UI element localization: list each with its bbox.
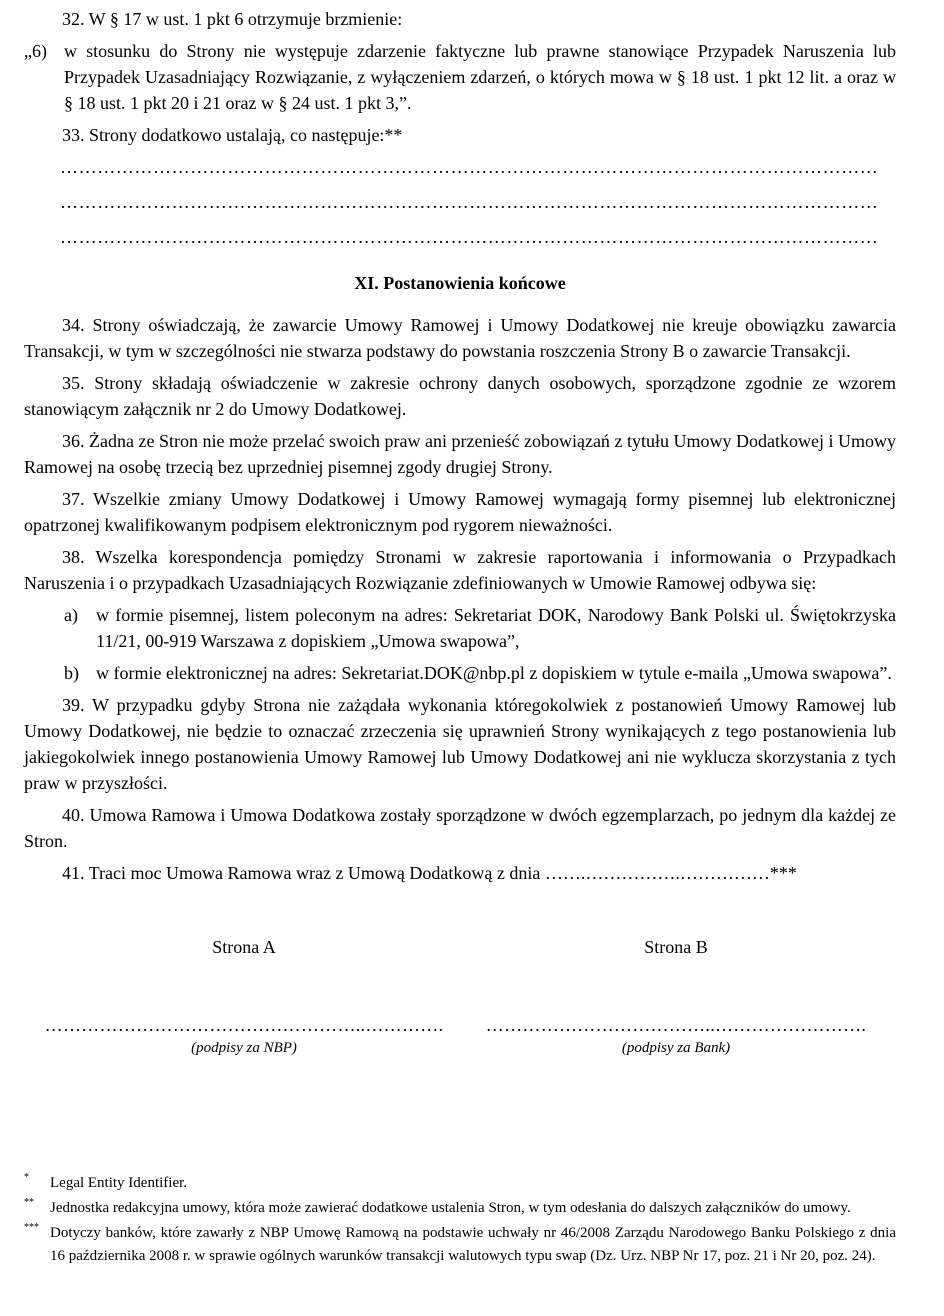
paragraph-37: 37. Wszelkie zmiany Umowy Dodatkowej i Umowy Ramowej wymagają formy pisemnej lub elektronicznej opatrzonej kwalifikowanym podpisem elektronicznym pod rygorem nieważności. — [24, 489, 896, 535]
fill-in-line-3: …………………………………………………………………………………………………………………… — [60, 227, 879, 247]
paragraph-34: 34. Strony oświadczają, że zawarcie Umowy Ramowej i Umowy Dodatkowej nie kreuje obowiązku zawarcia Transakcji, w tym w szczególności nie stwarza podstawy do powstania roszczenia Strony B o zawarcie Transakcji. — [24, 315, 896, 361]
list-item-label: b) — [64, 663, 79, 683]
quoted-point-text: w stosunku do Strony nie występuje zdarzenie faktyczne lub prawne stanowiące Przypadek Naruszenia lub Przypadek Uzasadniający Rozwiązanie, z wyłączeniem zdarzeń, o których mowa w § 18 ust. 1 pkt 12 lit. a oraz w § 18 ust. 1 pkt 20 i 21 oraz w § 24 ust. 1 pkt 3,”. — [64, 41, 896, 113]
signature-caption-b: (podpisy za Bank) — [621, 1040, 731, 1056]
signature-line-a: ……………………………………………..…………. — [44, 1015, 444, 1035]
signature-party-b — [466, 934, 886, 1058]
list-item-b — [64, 660, 896, 686]
list-item-text: w formie pisemnej, listem poleconym na adres: Sekretariat DOK, Narodowy Bank Polski ul. Świętokrzyska 11/21, 00-919 Warszawa z dopiskiem „Umowa swapowa”, — [96, 605, 896, 651]
footnote-1 — [24, 1172, 896, 1195]
list-item-label: a) — [64, 605, 78, 625]
signature-caption-a: (podpisy za NBP) — [191, 1040, 297, 1056]
signature-block — [24, 934, 896, 1064]
quoted-point-6 — [24, 38, 896, 116]
footnote-2 — [24, 1197, 896, 1220]
footnote-3 — [24, 1222, 896, 1268]
paragraph-36: 36. Żadna ze Stron nie może przelać swoich praw ani przenieść zobowiązań z tytułu Umowy Dodatkowej i Umowy Ramowej na osobę trzecią bez uprzedniej pisemnej zgody drugiej Strony. — [24, 431, 896, 477]
footnote-text: Jednostka redakcyjna umowy, która może zawierać dodatkowe ustalenia Stron, w tym odesłania do dalszych załączników do umowy. — [50, 1200, 851, 1216]
footnote-text: Legal Entity Identifier. — [50, 1175, 188, 1191]
paragraph-32: 32. W § 17 w ust. 1 pkt 6 otrzymuje brzmienie: — [62, 9, 403, 29]
footnote-text: Dotyczy banków, które zawarły z NBP Umowę Ramową na podstawie uchwały nr 46/2008 Zarządu Narodowego Banku Polskiego z dnia 16 października 2008 r. w sprawie ogólnych warunków transakcji walutowych typu swap (Dz. Urz. NBP Nr 17, poz. 21 i Nr 20, poz. 24). — [50, 1225, 896, 1264]
party-b-label: Strona B — [644, 937, 708, 957]
section-heading: XI. Postanowienia końcowe — [354, 273, 566, 293]
signature-party-a — [34, 934, 454, 1058]
footnote-mark: ** — [24, 1197, 34, 1208]
paragraph-35: 35. Strony składają oświadczenie w zakresie ochrony danych osobowych, sporządzone zgodnie ze wzorem stanowiącym załącznik nr 2 do Umowy Dodatkowej. — [24, 373, 896, 419]
paragraph-38: 38. Wszelka korespondencja pomiędzy Stronami w zakresie raportowania i informowania o Przypadkach Naruszenia i o przypadkach Uzasadniających Rozwiązanie zdefiniowanych w Umowie Ramowej odbywa się: — [24, 547, 896, 593]
footnotes — [24, 1172, 896, 1270]
list-item-text: w formie elektronicznej na adres: Sekretariat.DOK@nbp.pl z dopiskiem w tytule e-maila „Umowa swapowa”. — [96, 663, 892, 683]
signature-line-b: ………………………………..……………………. — [485, 1015, 867, 1035]
fill-in-line-2: …………………………………………………………………………………………………………………… — [60, 192, 879, 212]
fill-in-line-1: …………………………………………………………………………………………………………………… — [60, 157, 879, 177]
paragraph-39: 39. W przypadku gdyby Strona nie zażądała wykonania któregokolwiek z postanowień Umowy Ramowej lub Umowy Dodatkowej, nie będzie to oznaczać zrzeczenia się uprawnień Strony wynikających z tego postanowienia lub jakiegokolwiek innego postanowienia Umowy Ramowej lub Umowy Dodatkowej ani nie wyklucza skorzystania z tych praw w przyszłości. — [24, 695, 896, 793]
footnote-mark: * — [24, 1172, 29, 1183]
quoted-point-number: „6) — [24, 41, 47, 61]
paragraph-33: 33. Strony dodatkowo ustalają, co następuje:** — [62, 125, 403, 145]
document-page — [24, 6, 896, 1064]
list-item-a — [64, 602, 896, 654]
paragraph-41: 41. Traci moc Umowa Ramowa wraz z Umową Dodatkową z dnia …….…………….……………*** — [62, 863, 797, 883]
paragraph-40: 40. Umowa Ramowa i Umowa Dodatkowa zostały sporządzone w dwóch egzemplarzach, po jednym dla każdej ze Stron. — [24, 805, 896, 851]
footnote-mark: *** — [24, 1222, 39, 1233]
party-a-label: Strona A — [212, 937, 276, 957]
